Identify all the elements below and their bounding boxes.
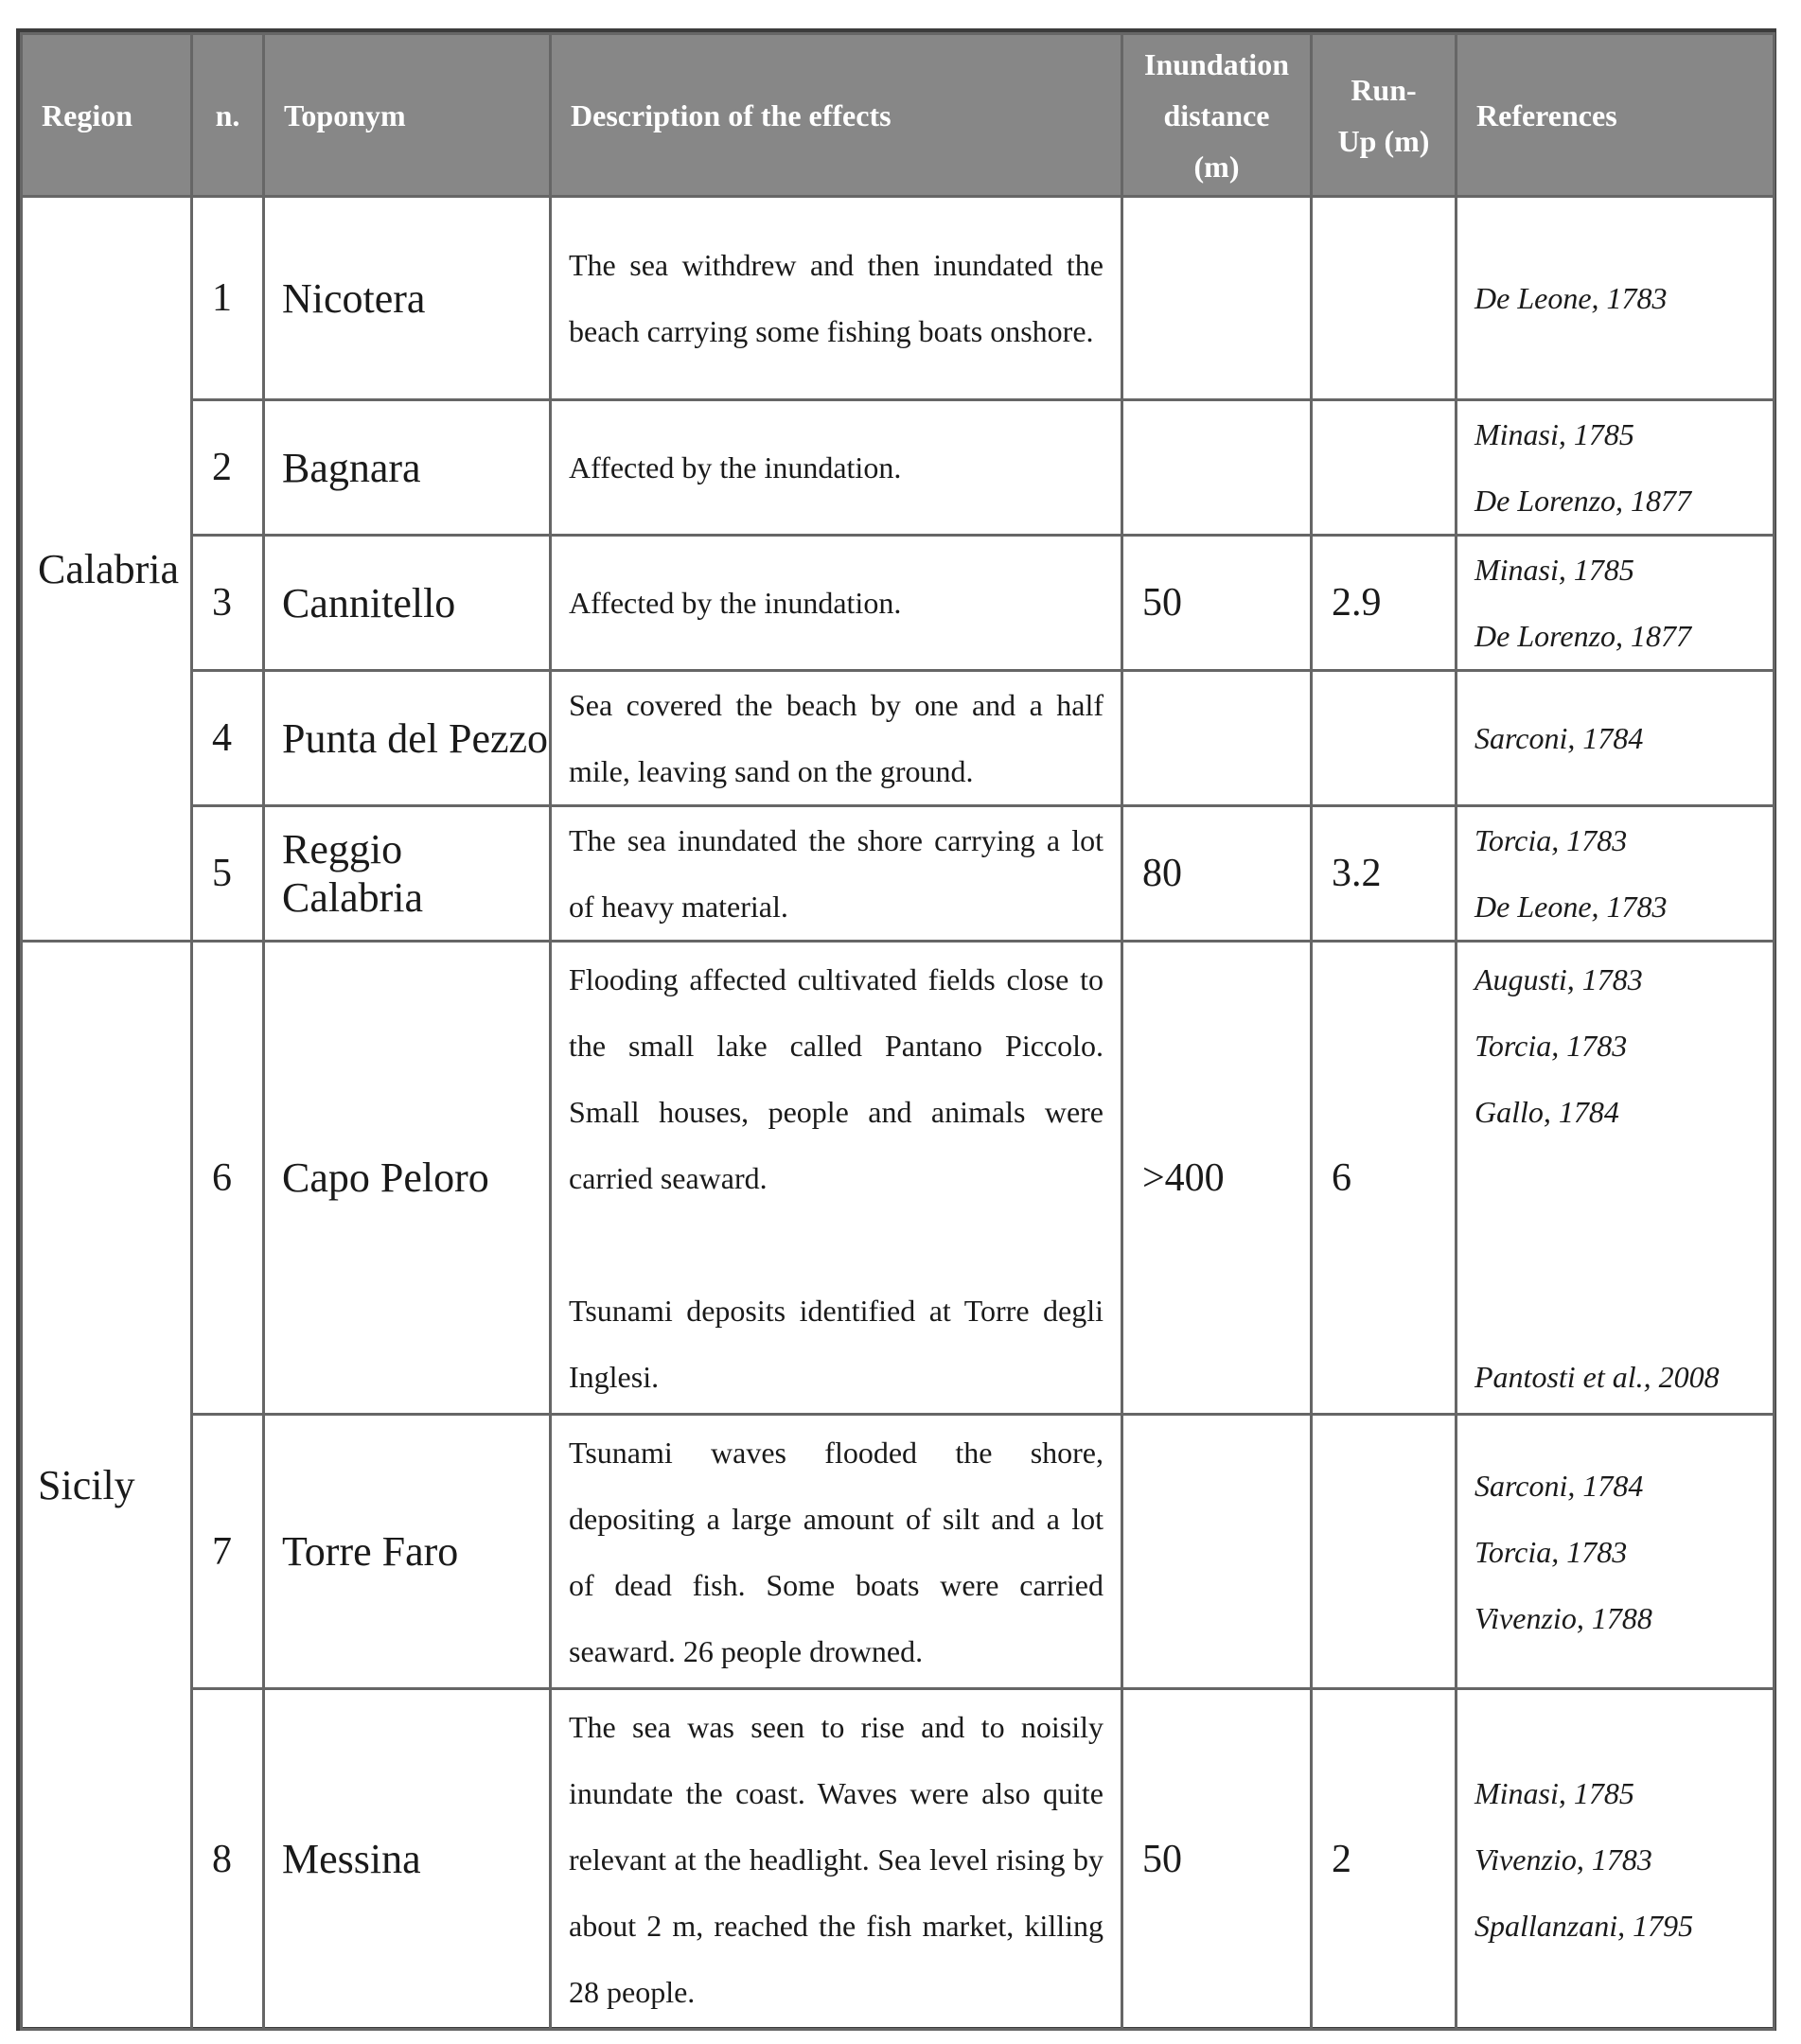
header-region: Region <box>22 34 192 197</box>
reference: Minasi, 1785 <box>1474 417 1634 451</box>
run-up: 6 <box>1312 942 1457 1415</box>
inundation-distance <box>1122 1415 1312 1689</box>
header-runup <box>1312 34 1457 197</box>
run-up <box>1312 671 1457 806</box>
references <box>1457 806 1775 942</box>
references <box>1457 400 1775 536</box>
row-number: 8 <box>192 1689 264 2030</box>
reference: Augusti, 1783 <box>1474 961 1643 996</box>
header-inundation-line1: Inundation <box>1144 46 1289 81</box>
inundation-distance <box>1122 400 1312 536</box>
reference: De Lorenzo, 1877 <box>1474 619 1692 653</box>
description: Sea covered the beach by one and a half mile, leaving sand on the ground. <box>551 671 1122 806</box>
toponym: Capo Peloro <box>264 942 551 1415</box>
references <box>1457 671 1775 806</box>
header-inundation <box>1122 34 1312 197</box>
run-up <box>1312 400 1457 536</box>
reference: Vivenzio, 1788 <box>1474 1600 1652 1635</box>
table-row <box>22 1415 1775 1689</box>
region-cell-calabria: Calabria <box>22 197 192 942</box>
references <box>1457 942 1775 1415</box>
header-n: n. <box>192 34 264 197</box>
tsunami-effects-table-frame <box>16 28 1776 2031</box>
inundation-distance: 50 <box>1122 536 1312 671</box>
table-row <box>22 536 1775 671</box>
reference: Pantosti et al., 2008 <box>1474 1359 1720 1394</box>
header-toponym: Toponym <box>264 34 551 197</box>
references <box>1457 1415 1775 1689</box>
table-row <box>22 1689 1775 2030</box>
description-paragraph: Flooding affected cultivated fields close to the small lake called Pantano Piccolo. Small houses, people and animals were carried seaward. <box>569 961 1104 1195</box>
header-runup-line2: Up (m) <box>1337 123 1430 158</box>
toponym: Punta del Pezzo <box>264 671 551 806</box>
references <box>1457 197 1775 400</box>
reference: Sarconi, 1784 <box>1474 721 1644 755</box>
header-references: References <box>1457 34 1775 197</box>
toponym: Bagnara <box>264 400 551 536</box>
reference: Minasi, 1785 <box>1474 553 1634 587</box>
header-runup-line1: Run- <box>1351 72 1417 107</box>
table-row <box>22 942 1775 1415</box>
reference: Torcia, 1783 <box>1474 1028 1628 1063</box>
table-row <box>22 197 1775 400</box>
reference: Gallo, 1784 <box>1474 1094 1619 1129</box>
row-number: 5 <box>192 806 264 942</box>
inundation-distance <box>1122 671 1312 806</box>
run-up: 2 <box>1312 1689 1457 2030</box>
region-cell-sicily: Sicily <box>22 942 192 2030</box>
references <box>1457 1689 1775 2030</box>
table-row <box>22 400 1775 536</box>
header-inundation-line2: distance <box>1163 97 1270 132</box>
reference: Minasi, 1785 <box>1474 1775 1634 1810</box>
inundation-distance: 50 <box>1122 1689 1312 2030</box>
row-number: 2 <box>192 400 264 536</box>
header-row <box>22 34 1775 197</box>
table-row <box>22 806 1775 942</box>
description-paragraph: Tsunami deposits identified at Torre degli Inglesi. <box>569 1293 1104 1394</box>
reference: Torcia, 1783 <box>1474 1534 1628 1569</box>
toponym: Nicotera <box>264 197 551 400</box>
description: Affected by the inundation. <box>551 400 1122 536</box>
toponym: Torre Faro <box>264 1415 551 1689</box>
row-number: 6 <box>192 942 264 1415</box>
reference: De Lorenzo, 1877 <box>1474 484 1692 518</box>
reference: Torcia, 1783 <box>1474 823 1628 857</box>
description <box>551 942 1122 1415</box>
description: Affected by the inundation. <box>551 536 1122 671</box>
row-number: 4 <box>192 671 264 806</box>
run-up: 2.9 <box>1312 536 1457 671</box>
inundation-distance: 80 <box>1122 806 1312 942</box>
run-up: 3.2 <box>1312 806 1457 942</box>
description: The sea was seen to rise and to noisily inundate the coast. Waves were also quite relevant at the headlight. Sea level rising by about 2 m, reached the fish market, killing 28 people. <box>551 1689 1122 2030</box>
tsunami-effects-table <box>20 32 1775 2031</box>
description: Tsunami waves flooded the shore, depositing a large amount of silt and a lot of dead fish. Some boats were carried seaward. 26 people drowned. <box>551 1415 1122 1689</box>
run-up <box>1312 1415 1457 1689</box>
description: The sea withdrew and then inundated the beach carrying some fishing boats onshore. <box>551 197 1122 400</box>
inundation-distance: >400 <box>1122 942 1312 1415</box>
row-number: 1 <box>192 197 264 400</box>
description: The sea inundated the shore carrying a lot of heavy material. <box>551 806 1122 942</box>
reference: Vivenzio, 1783 <box>1474 1841 1652 1877</box>
toponym: Reggio Calabria <box>264 806 551 942</box>
toponym: Messina <box>264 1689 551 2030</box>
row-number: 7 <box>192 1415 264 1689</box>
references <box>1457 536 1775 671</box>
header-description: Description of the effects <box>551 34 1122 197</box>
reference: De Leone, 1783 <box>1474 281 1668 315</box>
header-inundation-line3: (m) <box>1193 149 1240 184</box>
run-up <box>1312 197 1457 400</box>
table-row <box>22 671 1775 806</box>
row-number: 3 <box>192 536 264 671</box>
reference: Sarconi, 1784 <box>1474 1468 1644 1503</box>
reference: De Leone, 1783 <box>1474 890 1668 924</box>
inundation-distance <box>1122 197 1312 400</box>
reference: Spallanzani, 1795 <box>1474 1908 1694 1943</box>
toponym: Cannitello <box>264 536 551 671</box>
